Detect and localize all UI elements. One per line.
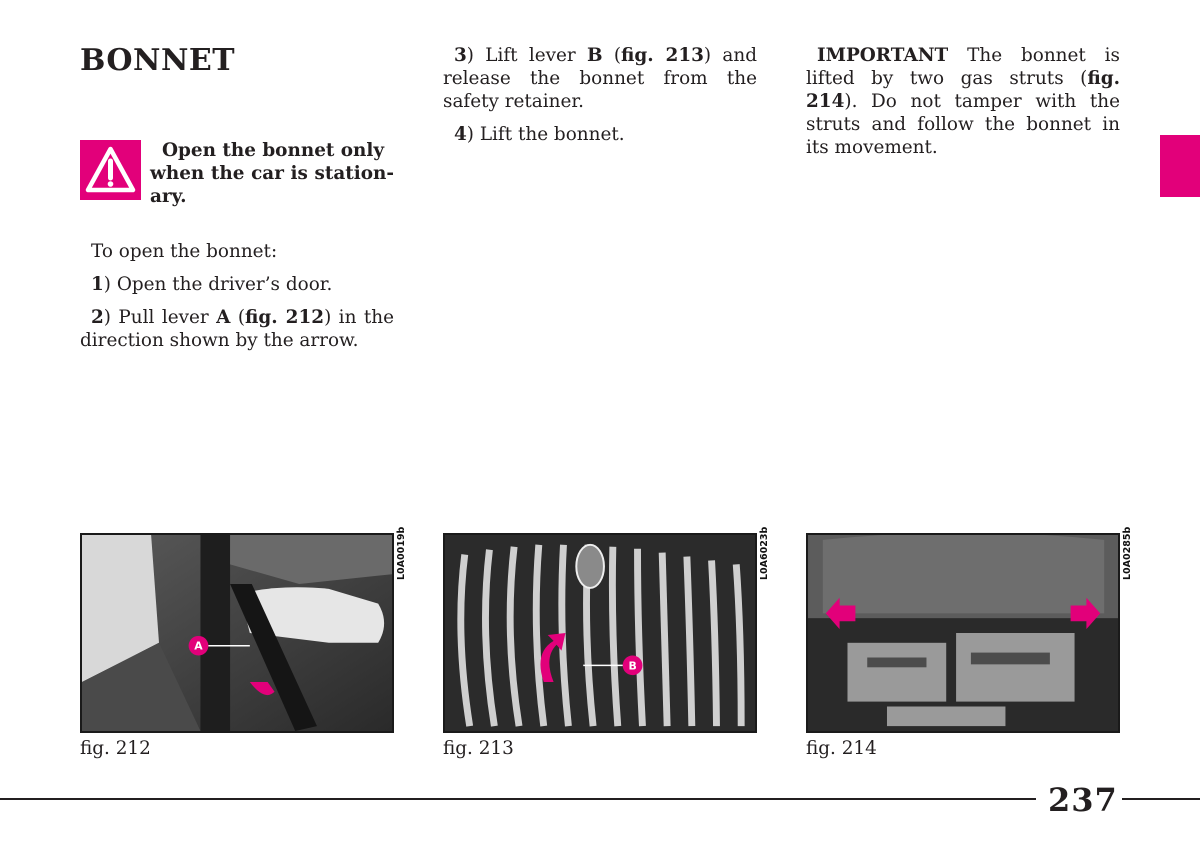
figure-213-caption: fig. 213 [443, 738, 514, 759]
figure-214-code: L0A0285b [1122, 526, 1133, 580]
figure-213-label: B [628, 659, 637, 673]
warning-text [150, 139, 394, 208]
figure-214-caption: fig. 214 [806, 738, 877, 759]
step-3: 3) Lift lever B (fig. 213) and release the bonnet from the safety retainer. [443, 45, 757, 112]
warning-line-1: Open the bonnet only [162, 140, 385, 161]
chapter-tab [1160, 135, 1200, 197]
figure-212 [80, 533, 394, 733]
important-note: IMPORTANT The bonnet is lifted by two gas struts (fig. 214). Do not tamper with the struts and follow the bonnet in its movement. [806, 45, 1120, 158]
warning-triangle-icon [80, 140, 141, 200]
intro-text: To open the bonnet: [91, 241, 278, 262]
warning-line-rest: when the car is station-ary. [150, 163, 394, 207]
figure-213 [443, 533, 757, 733]
step-4: 4) Lift the bonnet. [454, 124, 625, 145]
column-1-body [80, 240, 394, 362]
page-number: 237 [1048, 781, 1118, 819]
figure-212-image [82, 535, 392, 731]
figure-214 [806, 533, 1120, 733]
footer-rule-right [1122, 798, 1200, 800]
warning-box [80, 139, 394, 209]
step-2: 2) Pull lever A (fig. 212) in the direction shown by the arrow. [80, 307, 394, 351]
figure-213-code: L0A6023b [759, 526, 770, 580]
step-1: 1) Open the driver’s door. [91, 274, 333, 295]
column-1 [80, 44, 394, 78]
section-heading: BONNET [80, 43, 236, 78]
column-3 [806, 44, 1120, 169]
figure-212-label: A [194, 639, 203, 653]
figure-212-code: L0A0019b [396, 526, 407, 580]
figure-213-image [445, 535, 755, 731]
figure-212-caption: fig. 212 [80, 738, 151, 759]
figure-214-image [808, 535, 1118, 731]
footer-rule-left [0, 798, 1036, 800]
column-2 [443, 44, 757, 156]
